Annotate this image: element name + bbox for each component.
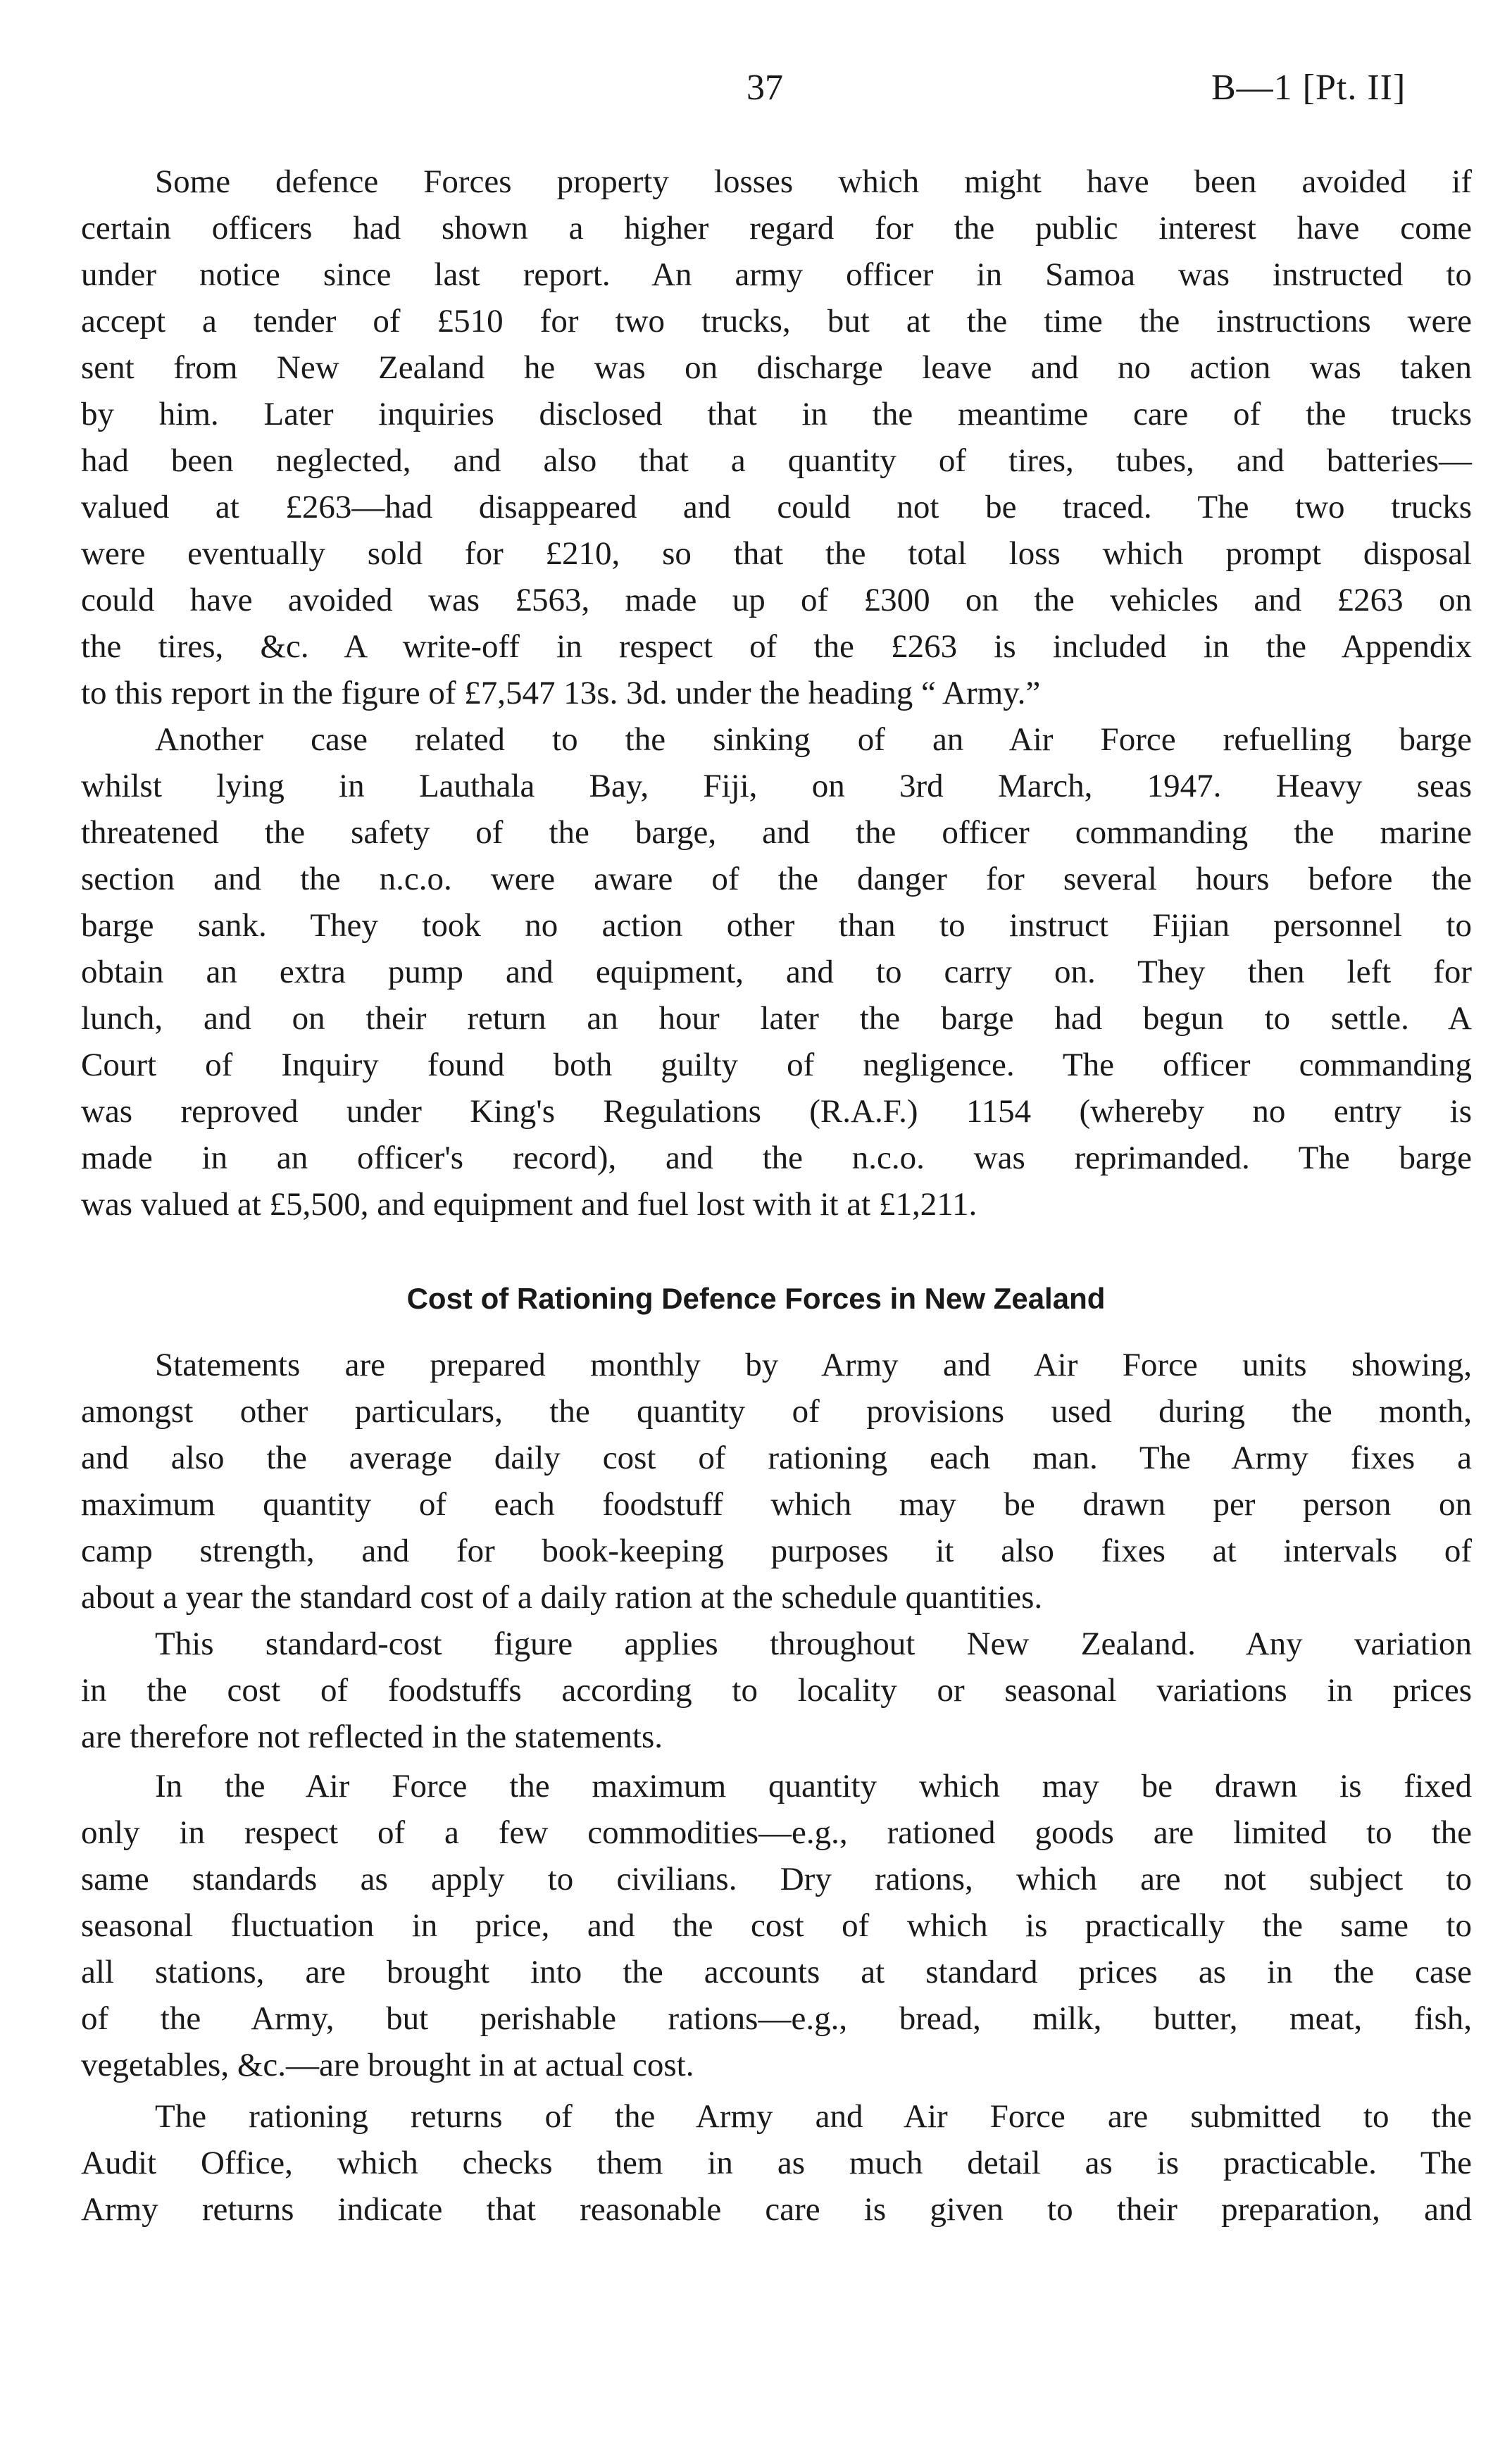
paragraph-property-losses: [81, 158, 1472, 716]
text-line: to this report in the figure of £7,547 13s. 3d. under the heading “ Army.”: [81, 675, 1041, 711]
text-line: accept a tender of £510 for two trucks, but at the time the instructions were: [81, 303, 1472, 339]
text-line: Army returns indicate that reasonable care is given to their preparation, and: [81, 2191, 1472, 2228]
text-line: under notice since last report. An army officer in Samoa was instructed to: [81, 256, 1472, 293]
text-line: Some defence Forces property losses which might have been avoided if: [155, 163, 1472, 200]
paragraph-standard-cost: [81, 1621, 1472, 1760]
text-line: and also the average daily cost of rationing each man. The Army fixes a: [81, 1440, 1472, 1476]
text-line: seasonal fluctuation in price, and the cost of which is practically the same to: [81, 1907, 1472, 1944]
text-line: made in an officer's record), and the n.c.o. was reprimanded. The barge: [81, 1140, 1472, 1176]
paragraph-rationing-statements: [81, 1342, 1472, 1621]
text-line: obtain an extra pump and equipment, and to carry on. They then left for: [81, 954, 1472, 990]
text-line: of the Army, but perishable rations—e.g., bread, milk, butter, meat, fish,: [81, 2000, 1472, 2037]
text-line: whilst lying in Lauthala Bay, Fiji, on 3rd March, 1947. Heavy seas: [81, 768, 1472, 804]
text-line: valued at £263—had disappeared and could not be traced. The two trucks: [81, 489, 1472, 525]
text-line: amongst other particulars, the quantity of provisions used during the month,: [81, 1393, 1472, 1430]
text-line: threatened the safety of the barge, and the officer commanding the marine: [81, 814, 1472, 851]
text-line: had been neglected, and also that a quantity of tires, tubes, and batteries—: [81, 442, 1472, 479]
text-line: the tires, &c. A write-off in respect of the £263 is included in the Appendix: [81, 628, 1472, 665]
text-line: camp strength, and for book-keeping purposes it also fixes at intervals of: [81, 1533, 1472, 1569]
paragraph-rationing-returns: [81, 2093, 1472, 2233]
text-line: Court of Inquiry found both guilty of negligence. The officer commanding: [81, 1047, 1472, 1083]
text-line: were eventually sold for £210, so that the total loss which prompt disposal: [81, 535, 1472, 572]
text-line: are therefore not reflected in the statements.: [81, 1719, 663, 1755]
paragraph-barge-sinking: [81, 716, 1472, 1228]
text-line: Audit Office, which checks them in as much detail as is practicable. The: [81, 2145, 1472, 2181]
text-line: was valued at £5,500, and equipment and fuel lost with it at £1,211.: [81, 1186, 977, 1223]
section-heading: Cost of Rationing Defence Forces in New Zealand: [406, 1282, 1106, 1315]
text-line: by him. Later inquiries disclosed that in the meantime care of the trucks: [81, 396, 1472, 432]
text-line: vegetables, &c.—are brought in at actual cost.: [81, 2047, 694, 2083]
text-line: all stations, are brought into the accounts at standard prices as in the case: [81, 1954, 1472, 1990]
text-line: was reproved under King's Regulations (R.A.F.) 1154 (whereby no entry is: [81, 1093, 1472, 1130]
text-line: same standards as apply to civilians. Dry rations, which are not subject to: [81, 1861, 1472, 1897]
text-line: sent from New Zealand he was on discharge leave and no action was taken: [81, 349, 1472, 386]
text-line: in the cost of foodstuffs according to locality or seasonal variations in prices: [81, 1672, 1472, 1709]
text-line: certain officers had shown a higher regard for the public interest have come: [81, 210, 1472, 247]
paragraph-air-force: [81, 1763, 1472, 2088]
text-line: The rationing returns of the Army and Air Force are submitted to the: [155, 2098, 1472, 2135]
text-line: In the Air Force the maximum quantity which may be drawn is fixed: [155, 1768, 1472, 1804]
page-number: 37: [746, 68, 783, 108]
document-reference: B—1 [Pt. II]: [1211, 68, 1406, 108]
text-line: about a year the standard cost of a daily ration at the schedule quantities.: [81, 1579, 1043, 1616]
text-line: maximum quantity of each foodstuff which may be drawn per person on: [81, 1486, 1472, 1523]
text-line: lunch, and on their return an hour later the barge had begun to settle. A: [81, 1000, 1472, 1037]
text-line: Another case related to the sinking of an Air Force refuelling barge: [155, 721, 1472, 758]
text-line: could have avoided was £563, made up of £300 on the vehicles and £263 on: [81, 582, 1472, 618]
text-line: section and the n.c.o. were aware of the danger for several hours before the: [81, 861, 1472, 897]
text-line: only in respect of a few commodities—e.g., rationed goods are limited to the: [81, 1814, 1472, 1851]
text-line: Statements are prepared monthly by Army and Air Force units showing,: [155, 1347, 1472, 1383]
text-line: This standard-cost figure applies throughout New Zealand. Any variation: [155, 1626, 1472, 1662]
text-line: barge sank. They took no action other than to instruct Fijian personnel to: [81, 907, 1472, 944]
